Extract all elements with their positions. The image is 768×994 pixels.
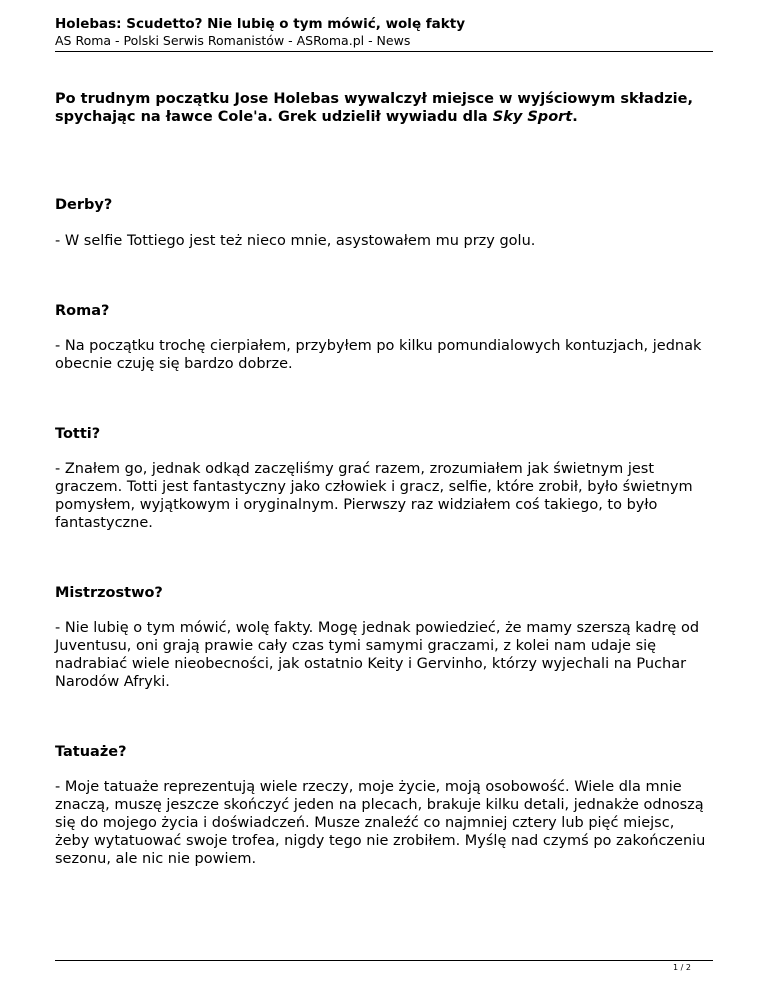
answer-totti: - Znałem go, jednak odkąd zaczęliśmy grać razem, zrozumiałem jak świetnym jest graczem. Totti jest fantastyczny jako człowiek i gracz, selfie, które zrobił, było świetnym pomysłem, wyjątkowym i oryginalnym. Pierwszy raz widziałem coś takiego, to było fantastyczne. [55,461,693,531]
site-subtitle: AS Roma - Polski Serwis Romanistów - ASRoma.pl - News [55,33,411,48]
question-derby: Derby? [55,197,113,213]
article-title: Holebas: Scudetto? Nie lubię o tym mówić, wolę fakty [55,16,466,32]
question-mistrzostwo: Mistrzostwo? [55,585,163,601]
footer-divider [55,960,713,961]
lead-emphasis: Sky Sport [492,109,573,125]
question-tatuaze: Tatuaże? [55,744,127,760]
page-header [55,16,713,49]
question-roma: Roma? [55,303,110,319]
question-totti: Totti? [55,426,101,442]
article-lead [55,90,713,126]
answer-derby: - W selfie Tottiego jest też nieco mnie, asystowałem mu przy golu. [55,233,536,249]
lead-text: Po trudnym początku Jose Holebas wywalczył miejsce w wyjściowym składzie, spychając na ławce Cole'a. Grek udzielił wywiadu dla [55,91,693,125]
lead-end: . [572,109,578,125]
header-divider [55,51,713,52]
answer-mistrzostwo: - Nie lubię o tym mówić, wolę fakty. Mogę jednak powiedzieć, że mamy szerszą kadrę od Juventusu, oni grają prawie cały czas tymi samymi graczami, z kolei nam udaje się nadrabiać wiele nieobecności, jak ostatnio Keity i Gervinho, którzy wyjechali na Puchar Narodów Afryki. [55,620,700,690]
answer-roma: - Na początku trochę cierpiałem, przybyłem po kilku pomundialowych kontuzjach, jednak obecnie czuję się bardzo dobrze. [55,338,702,372]
answer-tatuaze: - Moje tatuaże reprezentują wiele rzeczy, moje życie, moją osobowość. Wiele dla mnie znaczą, muszę jeszcze skończyć jeden na plecach, brakuje kilku detali, jednakże odnoszą się do mojego życia i doświadczeń. Musze znaleźć co najmniej cztery lub pięć miejsc, żeby wytatuować swoje trofea, nigdy tego nie zrobiłem. Myślę nad czymś po zakończeniu sezonu, ale nic nie powiem. [55,779,706,867]
page-number: 1 / 2 [673,963,691,972]
article-body [55,90,713,868]
